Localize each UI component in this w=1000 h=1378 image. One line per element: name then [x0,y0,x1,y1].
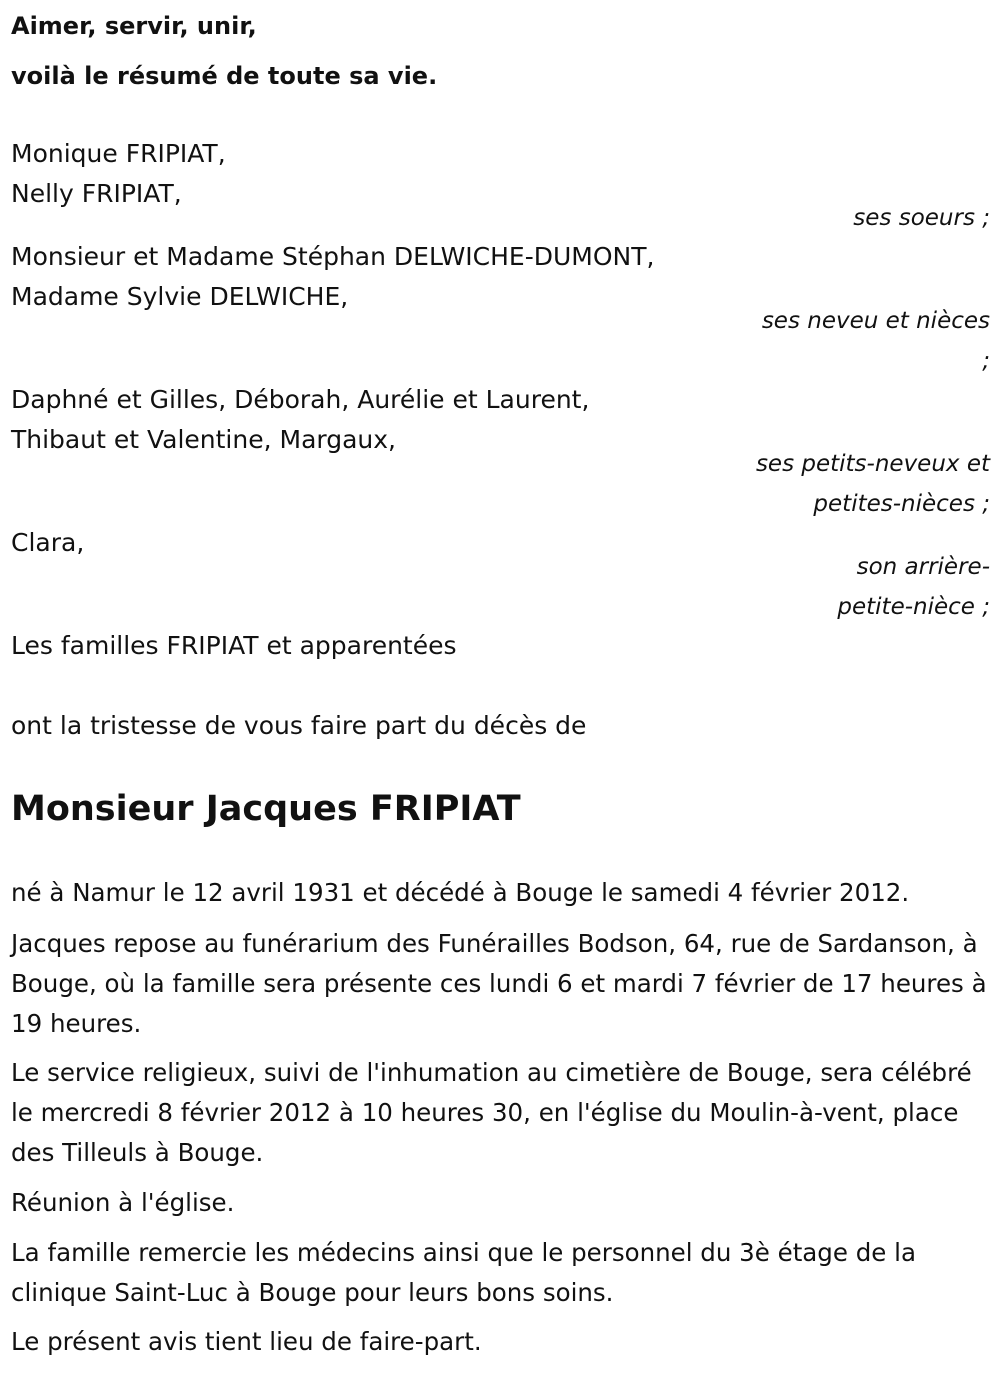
nephew-name: Monsieur et Madame Stéphan DELWICHE-DUMONT, [11,242,655,271]
sisters-role: ses soeurs ; [853,205,990,231]
families-line: Les familles FRIPIAT et apparentées [11,631,457,660]
motto-line-1: Aimer, servir, unir, [11,12,257,40]
service-paragraph: Le service religieux, suivi de l'inhumation au cimetière de Bouge, sera célébré le mercredi 8 février 2012 à 10 heures 30, en l'église du Moulin-à-vent, place des Tilleuls à Bouge. [11,1058,972,1167]
announcement-line: ont la tristesse de vous faire part du décès de [11,711,587,740]
birth-death-paragraph: né à Namur le 12 avril 1931 et décédé à Bouge le samedi 4 février 2012. [11,878,910,907]
nephews-role-line-1: ses neveu et nièces [761,308,990,334]
grandnephews-line: Daphné et Gilles, Déborah, Aurélie et Laurent, [11,385,590,414]
nephews-role-line-2: ; [982,348,990,374]
funerarium-paragraph: Jacques repose au funérarium des Funérailles Bodson, 64, rue de Sardanson, à Bouge, où la famille sera présente ces lundi 6 et mardi 7 février de 17 heures à 19 heures. [11,929,987,1038]
nephew-name: Madame Sylvie DELWICHE, [11,282,349,311]
deceased-name: Monsieur Jacques FRIPIAT [11,789,521,829]
greatgrandniece-role-line-1: son arrière- [856,554,990,580]
closing-paragraph: Le présent avis tient lieu de faire-part. [11,1327,482,1356]
grandnephews-role-line-1: ses petits-neveux et [755,451,990,477]
sister-name: Nelly FRIPIAT, [11,179,182,208]
greatgrandniece-name: Clara, [11,528,85,557]
thanks-paragraph: La famille remercie les médecins ainsi que le personnel du 3è étage de la clinique Saint-Luc à Bouge pour leurs bons soins. [11,1238,916,1307]
sister-name: Monique FRIPIAT, [11,139,226,168]
reunion-paragraph: Réunion à l'église. [11,1188,235,1217]
grandnephews-role-line-2: petites-nièces ; [813,491,990,517]
motto-line-2: voilà le résumé de toute sa vie. [11,62,438,90]
greatgrandniece-role-line-2: petite-nièce ; [837,594,990,620]
grandnephews-line: Thibaut et Valentine, Margaux, [11,425,396,454]
